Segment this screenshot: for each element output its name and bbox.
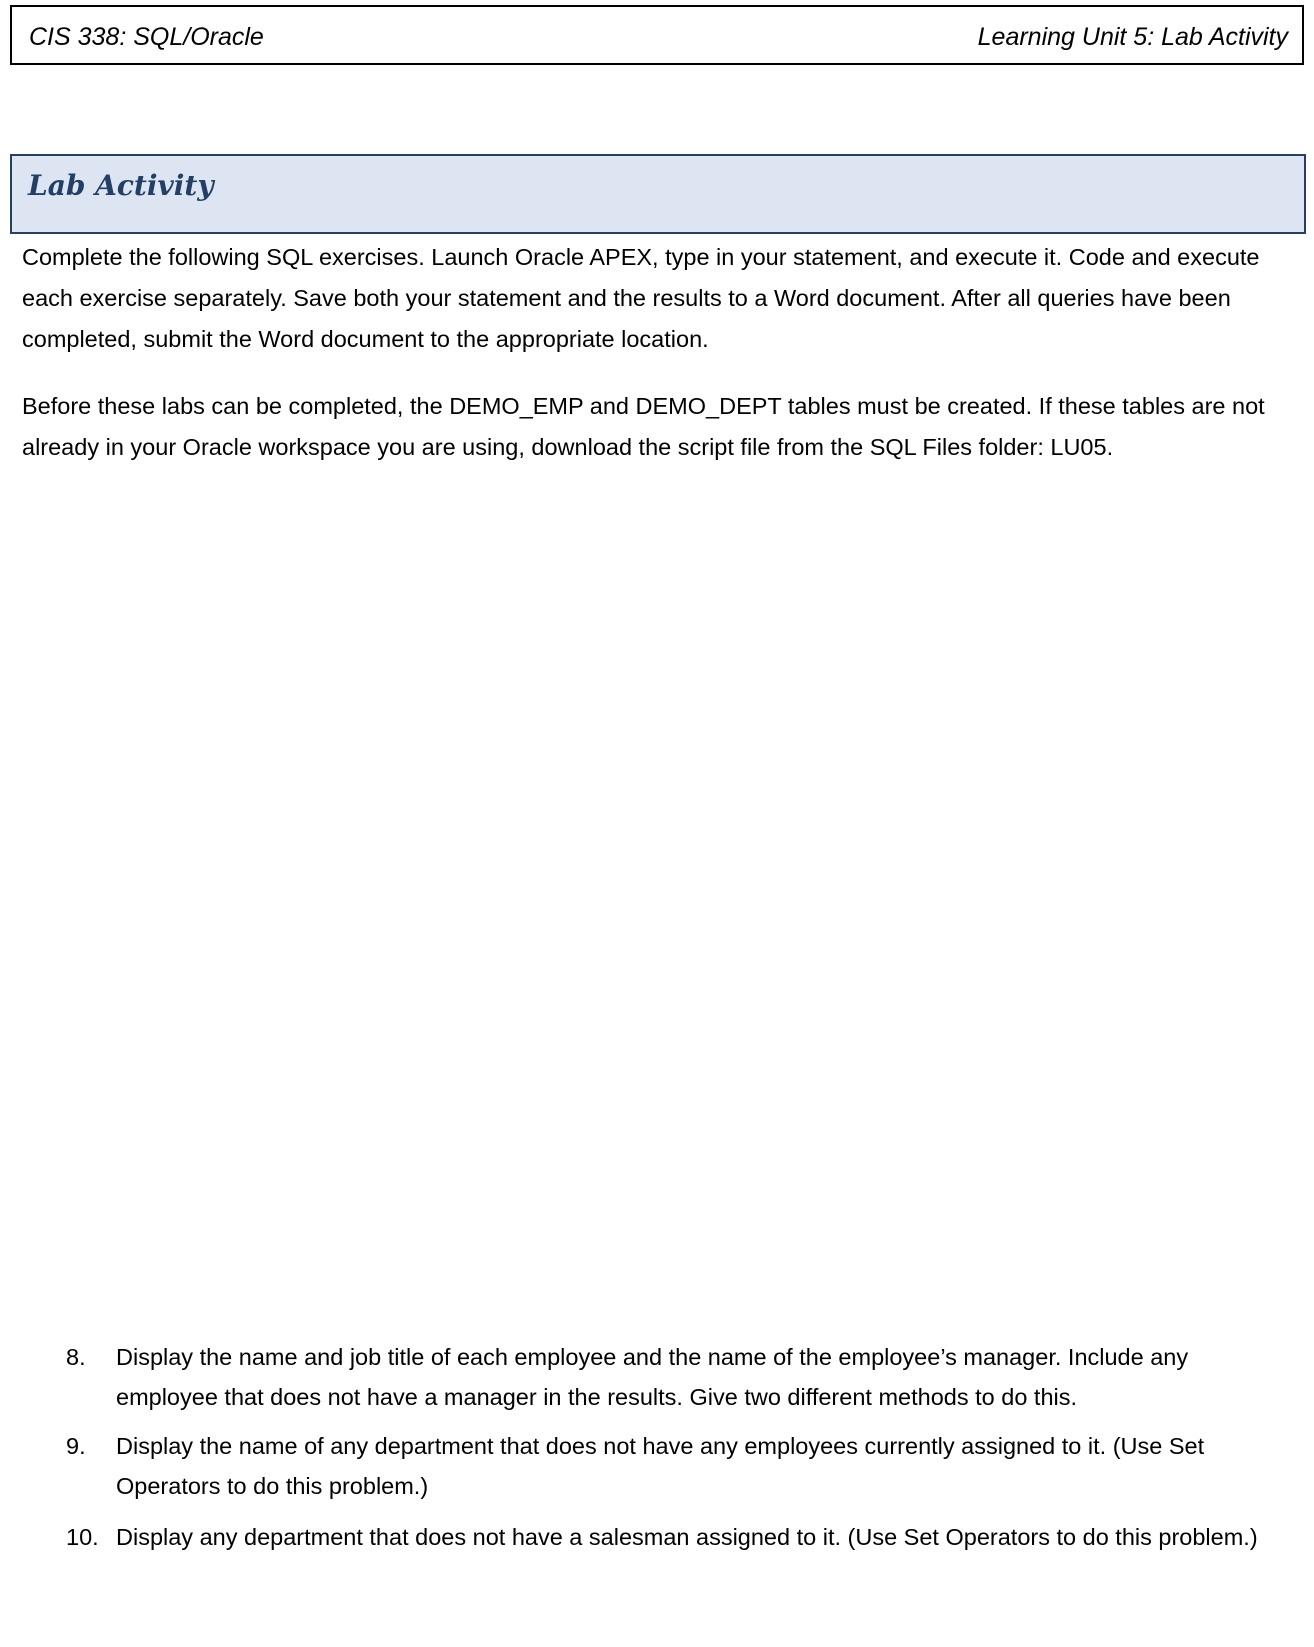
exercise-list (0, 1337, 1314, 1557)
exercise-item (0, 1517, 1314, 1557)
exercise-text: Display the name and job title of each employee and the name of the employee’s manager. Include any employee that does not have a manager in the results. Give two different methods to do this. (116, 1344, 1189, 1410)
unit-title: Learning Unit 5: Lab Activity (977, 23, 1288, 51)
section-banner (10, 154, 1306, 234)
exercise-text: Display any department that does not have a salesman assigned to it. (Use Set Operators to do this problem.) (116, 1524, 1258, 1550)
instructions-paragraph: Complete the following SQL exercises. Launch Oracle APEX, type in your statement, and execute it. Code and execute each exercise separately. Save both your statement and the results to a Word document. After all queries have been completed, submit the Word document to the appropriate location. (22, 244, 1260, 352)
course-title: CIS 338: SQL/Oracle (29, 23, 264, 51)
exercise-number: 9. (66, 1433, 86, 1459)
section-title: Lab Activity (28, 169, 214, 202)
exercise-text: Display the name of any department that does not have any employees currently assigned to it. (Use Set Operators to do this problem.) (116, 1433, 1205, 1499)
exercise-number: 10. (66, 1524, 99, 1550)
prerequisites-paragraph: Before these labs can be completed, the DEMO_EMP and DEMO_DEPT tables must be created. If these tables are not already in your Oracle workspace you are using, download the script file from the SQL Files folder: LU05. (22, 393, 1265, 460)
exercise-number: 8. (66, 1344, 86, 1370)
exercise-item (0, 1337, 1314, 1417)
page-header (10, 5, 1304, 65)
exercise-item (0, 1426, 1314, 1506)
